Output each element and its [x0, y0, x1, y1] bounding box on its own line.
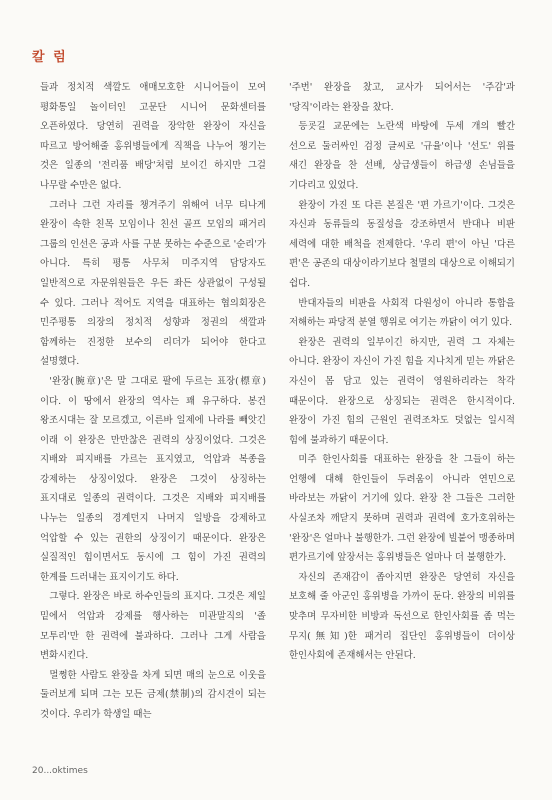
paragraph: 들과 정치적 색깔도 애매모호한 시니어들이 모여 평화통일 놀이터인 고문단 시니어 문화센터를 오픈하였다. 당연히 권력을 장악한 완장이 자신을 따르고 방어해줄 홍위병들에게 직책을 나누어 챙기는 것은 일종의 '전리품 배당'처럼 보이긴 하지만 그걸 나무랄 수만은 없다. — [40, 82, 266, 191]
paragraph: 완장은 권력의 일부이긴 하지만, 권력 그 자체는 아니다. 완장이 자신이 가진 힘을 지나치게 믿는 까닭은 자신이 몸 담고 있는 권력이 영원하리라는 착각 때문이다. 완장으로 상징되는 권력은 한시적이다. 완장이 가진 힘의 근원인 권력조차도 덧없는 일시적 힘에 불과하기 때문이다. — [289, 336, 515, 446]
paragraph: 그렇다. 완장은 바로 하수인들의 표지다. 그것은 제일 밑에서 억압과 강제를 행사하는 미관말직의 '졸 모투리'만 한 권력에 불과하다. 그러나 그게 사람을 변화시킨다. — [40, 591, 266, 662]
article-column-left — [40, 78, 266, 725]
paragraph: 멀쩡한 사람도 완장을 차게 되면 매의 눈으로 이웃을 둘러보게 되며 그는 모든 금제(禁制)의 감시견이 되는 것이다. 우리가 학생일 때는 — [40, 669, 266, 720]
page-number: 20...oktimes — [32, 766, 88, 776]
paragraph: '완장(腕章)'은 말 그대로 팔에 두르는 표장(標章)이다. 이 땅에서 완장의 역사는 꽤 유구하다. 봉건 왕조시대는 잘 모르겠고, 이른바 일제에 나라를 빼앗긴 이래 이 완장은 만만찮은 권력의 상징이었다. 그것은 지배와 피지배를 가르는 표지였고, 억압과 복종을 강제하는 상징이었다. 완장은 그것이 상징하는 표지대로 일종의 권력이다. 그것은 지배와 피지배를 나누는 일종의 경계던지 나머지 일방을 강제하고 억압할 수 있는 권한의 상징이기 때문이다. 완장은 실질적인 힘이면서도 동시에 그 힘이 가진 권력의 한계를 드러내는 표지이기도 하다. — [40, 375, 266, 583]
paragraph: 그러나 그런 자리를 챙겨주기 위해여 너무 티나게 완장이 속한 친목 모임이나 친선 골프 모임의 패거리 그룹의 인선은 공과 사를 구분 못하는 수준으로 '순리'가 아니다. 특히 평통 사무처 미주지역 담당자도 일반적으로 자문위원들은 우든 좌든 상관없이 구성될 수 있다. 그러나 적어도 지역을 대표하는 협의회장은 민주평통 의장의 정치적 성향과 정권의 색깔과 함께하는 진정한 보수의 리더가 되어야 한다고 설명했다. — [40, 199, 266, 368]
paragraph: 자신의 존재감이 좁아지면 완장은 당연히 자신을 보호해 줄 아군인 홍위병을 가까이 둔다. 완장의 비위를 맞추며 무자비한 비방과 독선으로 한인사회를 좀 먹는 무지(無知)한 패거리 집단인 홍위병들이 더이상 한인사회에 존재해서는 안된다. — [289, 571, 515, 662]
section-label: 칼 럼 — [32, 50, 68, 65]
paragraph: 미주 한인사회를 대표하는 완장을 찬 그들이 하는 언행에 대해 한인들이 두려움이 아니라 연민으로 바라보는 까닭이 거기에 있다. 완장 찬 그들은 그러한 사실조차 깨닫지 못하며 권력과 권력에 호가호위하는 '완장'은 얼마나 불행한가. 그런 완장에 빌붙어 맹종하며 편가르기에 앞장서는 홍위병들은 얼마나 더 불행한가. — [289, 454, 515, 564]
paragraph: '주번' 완장을 찼고, 교사가 되어서는 '주감'과 '당직'이라는 완장을 찼다. — [289, 82, 515, 113]
article-column-right — [289, 78, 515, 666]
paragraph: 반대자들의 비판을 사회적 다원성이 아니라 통합을 저해하는 파당적 분열 행위로 여기는 까닭이 여기 있다. — [289, 297, 515, 329]
paragraph: 등굣길 교문에는 노란색 바탕에 두세 개의 빨간 선으로 둘러싸인 검정 글씨로 '규율'이나 '선도' 위를 새긴 완장을 찬 선배, 상급생들이 하급생 손님들을 기다리고 있었다. — [289, 121, 515, 191]
paragraph: 완장이 가진 또 다른 본질은 '편 가르기'이다. 그것은 자신과 동류들의 동질성을 강조하면서 반대나 비판 세력에 대한 배척을 전제한다. '우리 편'이 아닌 '다른 편'은 공존의 대상이라기보다 철멸의 대상으로 이해되기 쉽다. — [289, 199, 515, 289]
